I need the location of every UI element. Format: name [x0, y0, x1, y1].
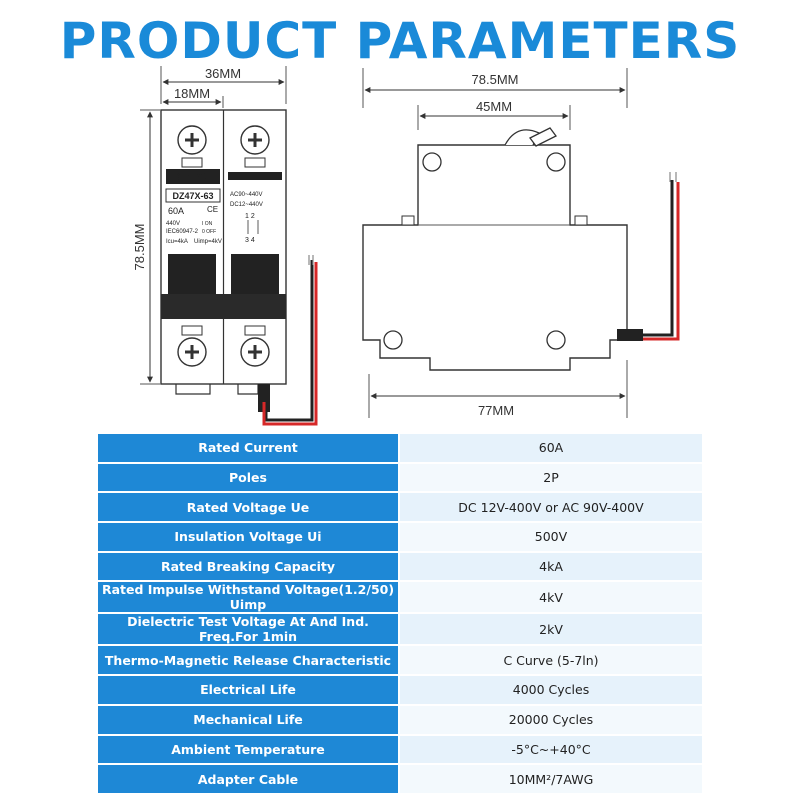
table-row — [98, 553, 702, 581]
spec-value: 20000 Cycles — [400, 706, 702, 734]
spec-key: Rated Breaking Capacity — [98, 553, 400, 581]
side-depth-inner-label: 45MM — [475, 99, 513, 114]
voltage-label: 440V — [166, 221, 181, 227]
spec-key: Adapter Cable — [98, 765, 400, 793]
spec-key: Poles — [98, 464, 400, 492]
spec-value: 4kV — [400, 582, 702, 612]
on-label: I ON — [202, 221, 213, 227]
table-row — [98, 464, 702, 492]
table-row — [98, 434, 702, 462]
front-height-label: 78.5MM — [132, 223, 147, 271]
spec-value: 60A — [400, 434, 702, 462]
side-length-label: 77MM — [477, 403, 515, 418]
ac-range-label: AC90~440V — [230, 192, 263, 198]
off-label: 0 OFF — [202, 229, 217, 235]
ce-mark: CE — [207, 205, 219, 214]
front-width-pole-label: 18MM — [173, 86, 211, 101]
icu-label: Icu=4kA — [166, 239, 188, 245]
terminals-bottom-label: 3 4 — [245, 237, 255, 244]
table-row — [98, 646, 702, 674]
table-row — [98, 582, 702, 612]
spec-key: Thermo-Magnetic Release Characteristic — [98, 646, 400, 674]
front-view — [132, 66, 316, 424]
spec-key: Ambient Temperature — [98, 736, 400, 764]
table-row — [98, 706, 702, 734]
spec-key: Rated Voltage Ue — [98, 493, 400, 521]
product-drawing — [0, 60, 800, 432]
spec-key: Electrical Life — [98, 676, 400, 704]
brand-logo: DIHOOL — [173, 172, 213, 183]
side-view — [363, 68, 678, 418]
spec-key: Dielectric Test Voltage At And Ind. Freq.For 1min — [98, 614, 400, 644]
side-depth-total-label: 78.5MM — [471, 72, 519, 87]
table-row — [98, 736, 702, 764]
spec-value: 4000 Cycles — [400, 676, 702, 704]
spec-value: 10MM²/7AWG — [400, 765, 702, 793]
table-row — [98, 493, 702, 521]
spec-key: Rated Current — [98, 434, 400, 462]
toggle-handle-right — [231, 254, 279, 294]
spec-table — [98, 432, 702, 795]
spec-value: 2kV — [400, 614, 702, 644]
spec-key: Mechanical Life — [98, 706, 400, 734]
spec-value: 4kA — [400, 553, 702, 581]
spec-key: Rated Impulse Withstand Voltage(1.2/50) Uimp — [98, 582, 400, 612]
front-width-total-label: 36MM — [204, 66, 242, 81]
model-label: DZ47X-63 — [172, 191, 214, 201]
toggle-handle-left — [168, 254, 216, 294]
spec-value: C Curve (5-7ln) — [400, 646, 702, 674]
table-row — [98, 765, 702, 793]
dc-range-label: DC12~440V — [230, 202, 263, 208]
spec-value: 2P — [400, 464, 702, 492]
standard-label: IEC60947-2 — [166, 229, 199, 235]
current-label: 60A — [168, 206, 185, 216]
spec-value: 500V — [400, 523, 702, 551]
table-row — [98, 676, 702, 704]
table-row — [98, 523, 702, 551]
spec-key: Insulation Voltage Ui — [98, 523, 400, 551]
table-row — [98, 614, 702, 644]
page-title: PRODUCT PARAMETERS — [59, 12, 741, 70]
spec-value: DC 12V-400V or AC 90V-400V — [400, 493, 702, 521]
spec-value: -5°C~+40°C — [400, 736, 702, 764]
uimp-label: Uimp=4kV — [194, 239, 222, 245]
terminals-top-label: 1 2 — [245, 213, 255, 220]
